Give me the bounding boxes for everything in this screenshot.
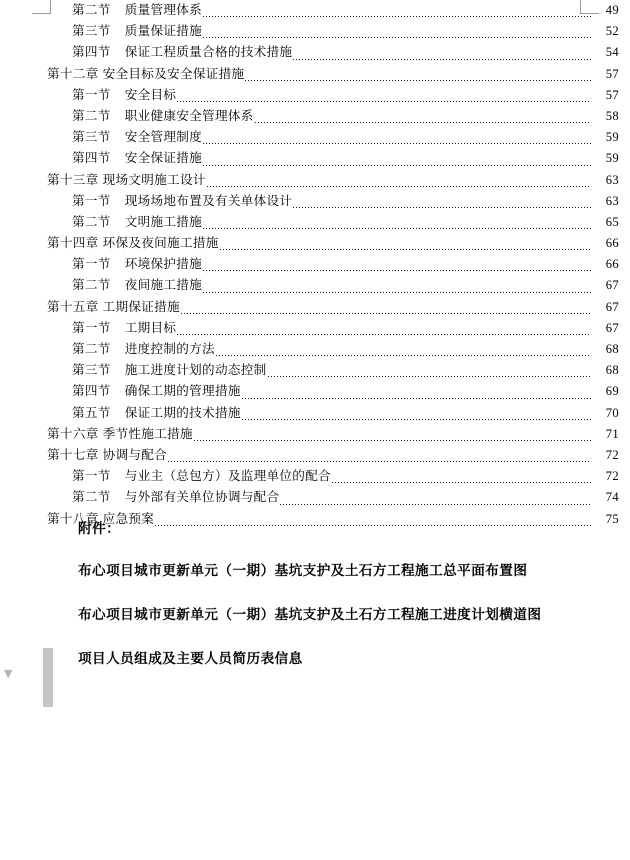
toc-dot-leader [177, 324, 591, 336]
toc-entry[interactable] [0, 275, 630, 296]
toc-entry[interactable] [0, 127, 630, 148]
toc-entry-label [47, 297, 180, 318]
toc-entry[interactable] [0, 212, 630, 233]
toc-entry[interactable] [0, 233, 630, 254]
toc-entry-title: 安全目标 [124, 87, 177, 102]
toc-entry-label [72, 127, 202, 148]
toc-entry-title: 职业健康安全管理体系 [124, 108, 254, 123]
toc-page-number: 67 [605, 320, 619, 335]
toc-entry[interactable] [0, 191, 630, 212]
attachment-gap [0, 625, 630, 649]
toc-entry-prefix: 第四节 [72, 45, 111, 60]
toc-dot-leader [242, 388, 591, 400]
toc-entry-title: 现场文明施工设计 [102, 172, 206, 187]
toc-entry-title: 工期目标 [124, 320, 177, 335]
toc-entry-title: 应急预案 [102, 511, 155, 526]
toc-page-number: 69 [605, 384, 619, 399]
toc-entry-title: 安全目标及安全保证措施 [102, 66, 245, 81]
toc-entry[interactable] [0, 466, 630, 487]
toc-entry-title: 质量管理体系 [124, 3, 203, 17]
toc-dot-leader [177, 91, 591, 103]
toc-entry-title: 质量保证措施 [124, 24, 203, 39]
toc-entry-title: 协调与配合 [102, 447, 168, 462]
toc-entry[interactable] [0, 403, 630, 424]
toc-page-number: 52 [605, 24, 619, 39]
toc-entry[interactable] [0, 21, 630, 42]
toc-entry[interactable] [0, 424, 630, 445]
toc-entry-title: 安全保证措施 [124, 151, 203, 166]
toc-entry-label [72, 318, 176, 339]
toc-entry-title: 保证工程质量合格的技术措施 [124, 45, 293, 60]
toc-dot-leader [220, 239, 591, 251]
toc-entry-prefix: 第十六章 [47, 426, 99, 441]
toc-dot-leader [203, 218, 591, 230]
toc-entry[interactable] [0, 254, 630, 275]
toc-entry[interactable] [0, 445, 630, 466]
toc-entry-title: 夜间施工措施 [124, 278, 203, 293]
toc-page-number: 59 [605, 151, 619, 166]
toc-page-number: 67 [605, 278, 619, 293]
toc-entry-prefix: 第四节 [72, 151, 111, 166]
toc-entry[interactable] [0, 0, 630, 21]
toc-entry-prefix: 第十四章 [47, 236, 99, 251]
toc-page-number: 57 [605, 66, 619, 81]
attachment-gap [0, 581, 630, 605]
toc-entry-label [72, 254, 202, 275]
toc-page-number: 63 [605, 193, 619, 208]
toc-entry-label [72, 191, 292, 212]
toc-entry-prefix: 第一节 [72, 320, 111, 335]
toc-entry-prefix: 第二节 [72, 490, 111, 505]
toc-page-number: 72 [605, 447, 619, 462]
toc-page-number: 67 [605, 299, 619, 314]
toc-entry-label [72, 381, 241, 402]
gutter-caret-icon: ▼ [4, 667, 13, 680]
attachment-item[interactable]: 布心项目城市更新单元（一期）基坑支护及土石方工程施工总平面布置图 [78, 563, 528, 578]
toc-entry[interactable] [0, 85, 630, 106]
toc-entry-label [72, 148, 202, 169]
toc-entry-title: 现场场地布置及有关单体设计 [124, 193, 293, 208]
toc-entry-prefix: 第十七章 [47, 447, 99, 462]
toc-entry-title: 与业主（总包方）及监理单位的配合 [124, 469, 331, 484]
toc-entry-prefix: 第一节 [72, 87, 111, 102]
toc-dot-leader [242, 409, 591, 421]
toc-dot-leader [203, 260, 591, 272]
toc-entry-prefix: 第十五章 [47, 299, 99, 314]
toc-entry-title: 季节性施工措施 [102, 426, 193, 441]
toc-page-number: 57 [605, 87, 619, 102]
toc-page-number: 68 [605, 342, 619, 356]
toc-dot-leader [194, 430, 591, 442]
toc-entry-label [72, 85, 176, 106]
toc-entry[interactable] [0, 339, 630, 360]
toc-entry-label [47, 170, 206, 191]
toc-entry-label [47, 64, 244, 85]
toc-entry[interactable] [0, 381, 630, 402]
toc-entry-prefix: 第二节 [72, 3, 111, 17]
toc-dot-leader [268, 366, 591, 378]
toc-dot-leader [168, 451, 591, 463]
toc-page-number: 58 [605, 108, 619, 123]
toc-entry-prefix: 第三节 [72, 363, 111, 378]
toc-entry-label [72, 487, 279, 508]
toc-dot-leader [216, 345, 591, 357]
toc-page-number: 49 [605, 3, 619, 17]
toc-dot-leader [255, 112, 591, 124]
toc-entry[interactable] [0, 360, 630, 381]
attachments-section [0, 519, 630, 669]
toc-entry[interactable] [0, 297, 630, 318]
attachment-item[interactable]: 布心项目城市更新单元（一期）基坑支护及土石方工程施工进度计划横道图 [78, 607, 542, 622]
toc-page-number: 75 [605, 511, 619, 526]
toc-page-number: 68 [605, 363, 619, 378]
toc-entry-title: 进度控制的方法 [124, 342, 215, 356]
toc-page-number: 54 [605, 45, 619, 60]
toc-entry-label [47, 233, 219, 254]
toc-dot-leader [293, 49, 591, 61]
toc-entry[interactable] [0, 106, 630, 127]
toc-entry[interactable] [0, 148, 630, 169]
attachments-spacer [0, 539, 630, 561]
toc-entry-title: 保证工期的技术措施 [124, 405, 241, 420]
toc-dot-leader [332, 472, 591, 484]
toc-entry-title: 确保工期的管理措施 [124, 384, 241, 399]
toc-dot-leader [245, 70, 591, 82]
toc-entry-prefix: 第一节 [72, 193, 111, 208]
toc-entry-title: 施工进度计划的动态控制 [124, 363, 267, 378]
toc-dot-leader [280, 494, 591, 506]
toc-entry[interactable] [0, 64, 630, 85]
toc-entry-label [72, 21, 202, 42]
toc-entry-label [72, 212, 202, 233]
toc-entry-prefix: 第一节 [72, 469, 111, 484]
toc-dot-leader [203, 133, 591, 145]
toc-entry-prefix: 第三节 [72, 24, 111, 39]
toc-page-number: 59 [605, 130, 619, 145]
toc-page-number: 66 [605, 257, 619, 272]
toc-page-number: 71 [605, 426, 619, 441]
attachments-list [0, 561, 630, 669]
toc-page-number: 72 [605, 469, 619, 484]
toc-dot-leader [207, 176, 591, 188]
toc-dot-leader [203, 282, 591, 294]
toc-entry-prefix: 第二节 [72, 108, 111, 123]
toc-page-number: 63 [605, 172, 619, 187]
toc-entry-prefix: 第二节 [72, 278, 111, 293]
attachment-item[interactable]: 项目人员组成及主要人员简历表信息 [78, 651, 303, 666]
toc-entry-title: 环保及夜间施工措施 [102, 236, 219, 251]
toc-entry-label [72, 339, 215, 360]
toc-entry[interactable] [0, 42, 630, 63]
toc-entry-prefix: 第二节 [72, 342, 111, 356]
toc-entry-prefix: 第十三章 [47, 172, 99, 187]
toc-entry-label [72, 42, 292, 63]
toc-entry-prefix: 第二节 [72, 214, 111, 229]
toc-entry-label [72, 275, 202, 296]
toc-entry-prefix: 第三节 [72, 130, 111, 145]
toc-page-number: 74 [605, 490, 619, 505]
toc-dot-leader [203, 6, 591, 18]
toc-entry-label [72, 106, 254, 127]
toc-entry-label [72, 360, 267, 381]
toc-dot-leader [203, 27, 591, 39]
toc-entry-prefix: 第十二章 [47, 66, 99, 81]
toc-dot-leader [181, 303, 591, 315]
toc-entry[interactable] [0, 487, 630, 508]
text-selection-bar[interactable] [43, 648, 53, 707]
toc-entry-label [47, 424, 193, 445]
toc-entry-prefix: 第十八章 [47, 511, 99, 526]
toc-dot-leader [293, 197, 591, 209]
toc-dot-leader [203, 155, 591, 167]
toc-entry-prefix: 第五节 [72, 405, 111, 420]
attachments-heading: 附件： [78, 521, 121, 536]
toc-page-number: 66 [605, 236, 619, 251]
toc-entry-label [72, 0, 202, 21]
toc-entry-prefix: 第一节 [72, 257, 111, 272]
toc-entry-label [72, 466, 331, 487]
toc-entry[interactable] [0, 318, 630, 339]
toc-entry[interactable] [0, 170, 630, 191]
toc-entry-title: 工期保证措施 [102, 299, 180, 314]
toc-page-number: 65 [605, 214, 619, 229]
toc-entry-title: 环境保护措施 [124, 257, 203, 272]
toc-entry-title: 安全管理制度 [124, 130, 203, 145]
toc-entry-prefix: 第四节 [72, 384, 111, 399]
toc-page-number: 70 [605, 405, 619, 420]
toc-entry-title: 文明施工措施 [124, 214, 203, 229]
toc-entry-label [47, 445, 167, 466]
toc-entry-title: 与外部有关单位协调与配合 [124, 490, 280, 505]
toc-entry-label [72, 403, 241, 424]
